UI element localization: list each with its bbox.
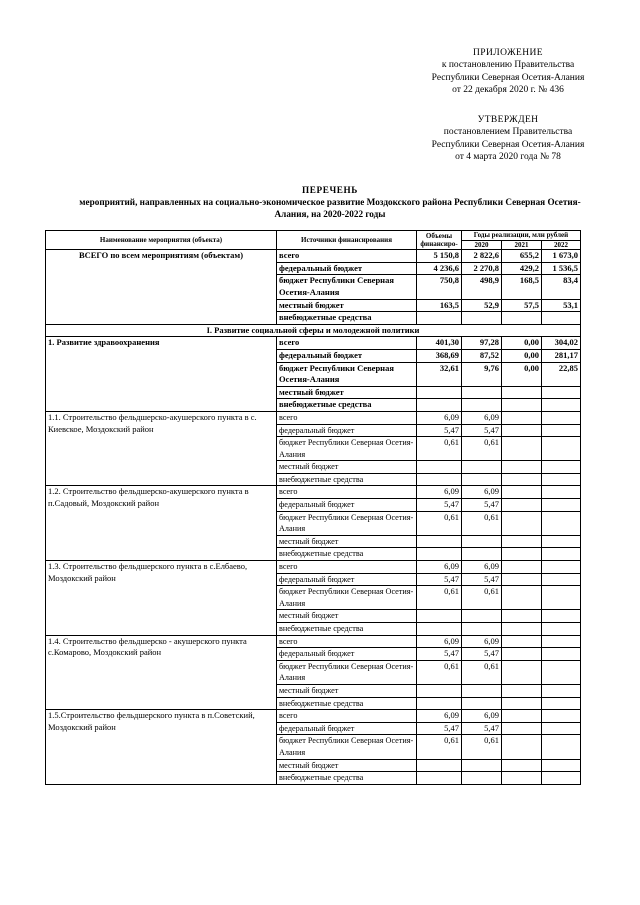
funding-source: внебюджетные средства (277, 697, 417, 710)
value-y2022 (542, 660, 581, 684)
funding-source: федеральный бюджет (277, 349, 417, 362)
value-y2020: 0,61 (462, 511, 502, 535)
funding-source: внебюджетные средства (277, 623, 417, 636)
value-y2020 (462, 684, 502, 697)
appendix-line: к постановлению Правительства (441, 60, 575, 71)
header-year-2021: 2021 (502, 240, 542, 250)
value-y2021 (502, 424, 542, 437)
value-y2021 (502, 759, 542, 772)
value-y2021 (502, 561, 542, 574)
funding-source: бюджет Республики Северная Осетия-Алания (277, 362, 417, 386)
approved-title: УТВЕРЖДЕН (477, 115, 539, 125)
value-y2022 (542, 710, 581, 723)
value-vol (417, 697, 462, 710)
value-y2022 (542, 399, 581, 412)
funding-source: местный бюджет (277, 535, 417, 548)
item-name: 1.1. Строительство фельдшерско-акушерского пункта в с. Киевское, Моздокский район (46, 411, 277, 486)
value-y2020: 2 270,8 (462, 262, 502, 275)
value-y2020: 5,47 (462, 573, 502, 586)
funding-source: местный бюджет (277, 610, 417, 623)
subtitle-line: мероприятий, направленных на социально-экономическое развитие Моздокского района Республики Северная Осетия- (79, 197, 581, 207)
value-vol: 5 150,8 (417, 250, 462, 263)
funding-source: местный бюджет (277, 684, 417, 697)
funding-source: всего (277, 250, 417, 263)
subtitle-line: Алания, на 2020-2022 годы (274, 209, 386, 219)
measures-table (45, 230, 581, 785)
value-y2020 (462, 623, 502, 636)
value-y2020: 0,61 (462, 586, 502, 610)
value-y2022 (542, 548, 581, 561)
funding-source: федеральный бюджет (277, 262, 417, 275)
value-vol (417, 548, 462, 561)
value-y2021: 0,00 (502, 349, 542, 362)
value-y2021 (502, 461, 542, 474)
value-vol (417, 473, 462, 486)
value-y2021 (502, 486, 542, 499)
value-vol: 6,09 (417, 635, 462, 648)
value-y2020: 5,47 (462, 424, 502, 437)
value-vol: 0,61 (417, 586, 462, 610)
value-y2020: 9,76 (462, 362, 502, 386)
funding-source: внебюджетные средства (277, 473, 417, 486)
value-y2022 (542, 424, 581, 437)
value-y2021 (502, 312, 542, 325)
value-vol (417, 623, 462, 636)
value-y2021 (502, 635, 542, 648)
value-y2022 (542, 586, 581, 610)
value-vol (417, 535, 462, 548)
table-row (46, 561, 581, 574)
value-vol: 401,30 (417, 337, 462, 350)
value-y2020: 0,61 (462, 660, 502, 684)
value-y2020: 6,09 (462, 710, 502, 723)
funding-source: федеральный бюджет (277, 424, 417, 437)
section-row (46, 324, 581, 337)
table-header-row (46, 231, 581, 241)
header-source: Источники финансирования (277, 231, 417, 250)
value-y2020: 97,28 (462, 337, 502, 350)
funding-source: бюджет Республики Северная Осетия-Алания (277, 275, 417, 299)
value-y2020: 0,61 (462, 437, 502, 461)
header-name: Наименование мероприятия (объекта) (46, 231, 277, 250)
value-y2022 (542, 759, 581, 772)
funding-source: бюджет Республики Северная Осетия-Алания (277, 586, 417, 610)
value-vol (417, 759, 462, 772)
table-row (46, 337, 581, 350)
value-vol: 6,09 (417, 486, 462, 499)
value-y2022: 281,17 (542, 349, 581, 362)
value-y2021 (502, 473, 542, 486)
approved-line: Республики Северная Осетия-Алания (431, 139, 585, 150)
approved-block (408, 114, 608, 164)
value-y2020 (462, 535, 502, 548)
value-y2020 (462, 697, 502, 710)
value-y2021: 57,5 (502, 299, 542, 312)
funding-source: бюджет Республики Северная Осетия-Алания (277, 735, 417, 759)
value-vol: 5,47 (417, 499, 462, 512)
table-row (46, 635, 581, 648)
table-row (46, 486, 581, 499)
value-y2022 (542, 561, 581, 574)
value-y2022 (542, 772, 581, 785)
value-vol: 6,09 (417, 561, 462, 574)
value-y2020 (462, 772, 502, 785)
value-y2022 (542, 511, 581, 535)
funding-source: бюджет Республики Северная Осетия-Алания (277, 437, 417, 461)
value-y2021 (502, 772, 542, 785)
value-vol: 32,61 (417, 362, 462, 386)
value-y2022 (542, 499, 581, 512)
value-vol (417, 312, 462, 325)
table-body (46, 250, 581, 785)
funding-source: внебюджетные средства (277, 548, 417, 561)
value-y2020: 6,09 (462, 486, 502, 499)
funding-source: всего (277, 337, 417, 350)
value-y2022 (542, 697, 581, 710)
value-y2022 (542, 535, 581, 548)
value-vol: 5,47 (417, 424, 462, 437)
section-title: I. Развитие социальной сферы и молодежной политики (46, 324, 581, 337)
value-y2021 (502, 511, 542, 535)
value-y2021 (502, 499, 542, 512)
value-y2021: 655,2 (502, 250, 542, 263)
funding-source: всего (277, 486, 417, 499)
value-vol (417, 772, 462, 785)
value-y2020: 6,09 (462, 635, 502, 648)
value-y2021 (502, 660, 542, 684)
appendix-line: от 22 декабря 2020 г. № 436 (452, 85, 564, 96)
value-y2020: 5,47 (462, 648, 502, 661)
header-years: Годы реализации, млн рублей (462, 231, 581, 241)
value-y2021 (502, 648, 542, 661)
value-y2022 (542, 461, 581, 474)
value-vol: 5,47 (417, 722, 462, 735)
value-y2020 (462, 312, 502, 325)
value-y2021: 168,5 (502, 275, 542, 299)
funding-source: всего (277, 411, 417, 424)
value-y2021 (502, 437, 542, 461)
table-row (46, 250, 581, 263)
funding-source: внебюджетные средства (277, 772, 417, 785)
value-vol: 750,8 (417, 275, 462, 299)
value-y2020: 6,09 (462, 411, 502, 424)
value-y2020: 52,9 (462, 299, 502, 312)
value-vol: 0,61 (417, 511, 462, 535)
value-vol (417, 386, 462, 399)
funding-source: местный бюджет (277, 386, 417, 399)
value-y2021 (502, 548, 542, 561)
value-y2022 (542, 735, 581, 759)
value-y2022 (542, 623, 581, 636)
value-y2022: 22,85 (542, 362, 581, 386)
document-title: ПЕРЕЧЕНЬ (302, 185, 358, 195)
approved-line: постановлением Правительства (443, 127, 573, 138)
value-vol: 163,5 (417, 299, 462, 312)
value-y2022 (542, 648, 581, 661)
value-vol: 5,47 (417, 573, 462, 586)
funding-source: местный бюджет (277, 461, 417, 474)
value-y2020 (462, 399, 502, 412)
value-y2022 (542, 473, 581, 486)
value-y2020: 0,61 (462, 735, 502, 759)
value-y2021 (502, 386, 542, 399)
value-vol: 6,09 (417, 411, 462, 424)
value-y2021 (502, 573, 542, 586)
value-y2022: 53,1 (542, 299, 581, 312)
value-y2020: 5,47 (462, 499, 502, 512)
funding-source: местный бюджет (277, 759, 417, 772)
value-y2020: 87,52 (462, 349, 502, 362)
value-y2020: 5,47 (462, 722, 502, 735)
funding-source: федеральный бюджет (277, 499, 417, 512)
value-y2020 (462, 759, 502, 772)
value-vol: 5,47 (417, 648, 462, 661)
value-vol: 0,61 (417, 735, 462, 759)
value-y2020 (462, 610, 502, 623)
value-vol: 6,09 (417, 710, 462, 723)
header-volume: Объемы финансиро- (417, 231, 462, 250)
value-vol (417, 610, 462, 623)
value-vol (417, 399, 462, 412)
value-y2021 (502, 610, 542, 623)
value-y2021: 0,00 (502, 337, 542, 350)
value-vol: 4 236,6 (417, 262, 462, 275)
value-y2020 (462, 386, 502, 399)
item-name: 1.2. Строительство фельдшерско-акушерского пункта в п.Садовый, Моздокский район (46, 486, 277, 561)
funding-source: внебюджетные средства (277, 312, 417, 325)
value-y2020 (462, 548, 502, 561)
value-y2022: 83,4 (542, 275, 581, 299)
value-y2020: 2 822,6 (462, 250, 502, 263)
health-name: 1. Развитие здравоохранения (46, 337, 277, 412)
value-y2021 (502, 586, 542, 610)
value-vol: 0,61 (417, 660, 462, 684)
funding-source: всего (277, 635, 417, 648)
header-year-2020: 2020 (462, 240, 502, 250)
value-y2021 (502, 399, 542, 412)
value-y2020 (462, 461, 502, 474)
value-vol: 368,69 (417, 349, 462, 362)
funding-source: бюджет Республики Северная Осетия-Алания (277, 660, 417, 684)
funding-source: бюджет Республики Северная Осетия-Алания (277, 511, 417, 535)
value-y2021 (502, 710, 542, 723)
appendix-title: ПРИЛОЖЕНИЕ (473, 48, 543, 58)
value-y2022 (542, 312, 581, 325)
value-y2022 (542, 411, 581, 424)
value-vol (417, 684, 462, 697)
value-y2021: 0,00 (502, 362, 542, 386)
approved-line: от 4 марта 2020 года № 78 (455, 152, 561, 163)
funding-source: внебюджетные средства (277, 399, 417, 412)
item-name: 1.5.Строительство фельдшерского пункта в п.Советский, Моздокский район (46, 710, 277, 785)
value-vol (417, 461, 462, 474)
value-y2021 (502, 684, 542, 697)
item-name: 1.3. Строительство фельдшерского пункта в с.Елбаево, Моздокский район (46, 561, 277, 636)
value-y2022: 1 673,0 (542, 250, 581, 263)
funding-source: федеральный бюджет (277, 722, 417, 735)
value-y2020 (462, 473, 502, 486)
value-y2022 (542, 684, 581, 697)
item-name: 1.4. Строительство фельдшерско - акушерского пункта с.Комарово, Моздокский район (46, 635, 277, 710)
value-y2021 (502, 535, 542, 548)
value-y2022 (542, 573, 581, 586)
value-y2022 (542, 635, 581, 648)
value-y2021 (502, 697, 542, 710)
funding-source: федеральный бюджет (277, 573, 417, 586)
value-y2020: 498,9 (462, 275, 502, 299)
value-y2021 (502, 623, 542, 636)
value-y2021 (502, 735, 542, 759)
value-y2021 (502, 411, 542, 424)
value-y2022 (542, 386, 581, 399)
header-year-2022: 2022 (542, 240, 581, 250)
value-y2021 (502, 722, 542, 735)
value-y2022 (542, 610, 581, 623)
funding-source: всего (277, 561, 417, 574)
table-row (46, 411, 581, 424)
table-row (46, 710, 581, 723)
value-y2021: 429,2 (502, 262, 542, 275)
appendix-block (408, 47, 608, 97)
funding-source: местный бюджет (277, 299, 417, 312)
value-y2022 (542, 722, 581, 735)
funding-source: всего (277, 710, 417, 723)
value-vol: 0,61 (417, 437, 462, 461)
value-y2022 (542, 486, 581, 499)
value-y2020: 6,09 (462, 561, 502, 574)
value-y2022: 304,02 (542, 337, 581, 350)
appendix-line: Республики Северная Осетия-Алания (431, 72, 585, 83)
funding-source: федеральный бюджет (277, 648, 417, 661)
total-name: ВСЕГО по всем мероприятиям (объектам) (46, 250, 277, 325)
value-y2022 (542, 437, 581, 461)
value-y2022: 1 536,5 (542, 262, 581, 275)
document-subtitle (60, 196, 600, 220)
